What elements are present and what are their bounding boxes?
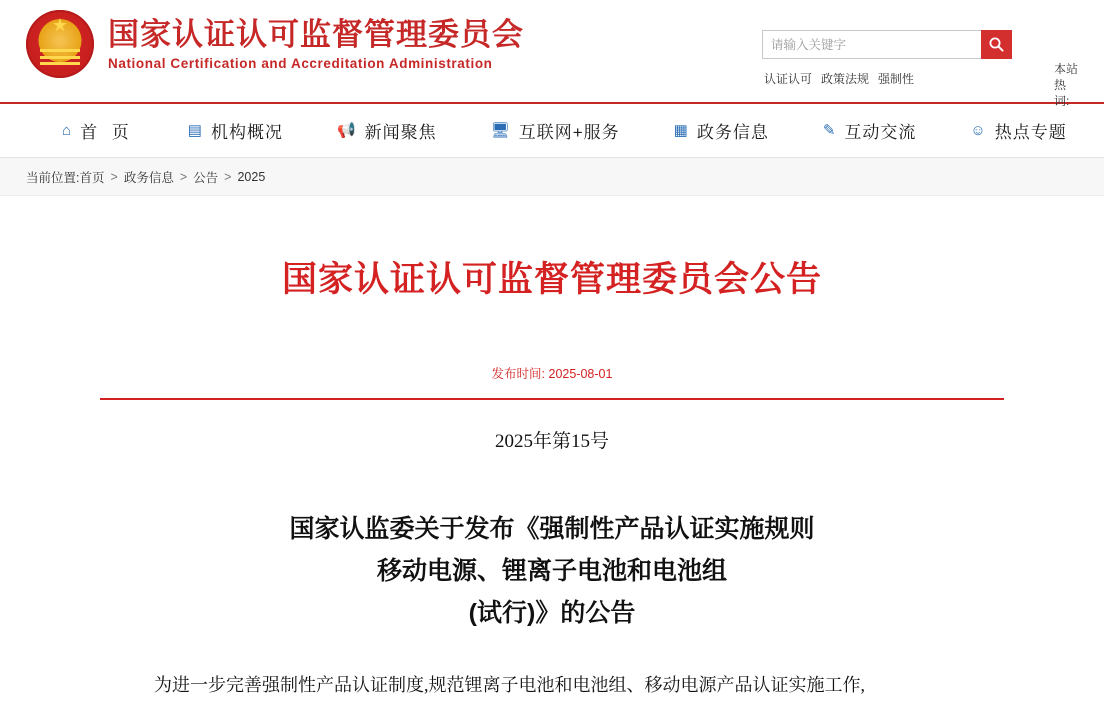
national-emblem-icon [26, 10, 94, 78]
nav-item-organization[interactable] [188, 118, 283, 143]
nav-item-label: 首 页 [80, 123, 134, 142]
document-heading-line: 国家认监委关于发布《强制性产品认证实施规则 [289, 515, 815, 543]
search-area [762, 30, 1079, 109]
publish-date: 2025-08-01 [548, 367, 613, 381]
breadcrumb-separator: > [224, 169, 232, 184]
breadcrumb-separator: > [179, 169, 188, 184]
document-heading [100, 508, 1004, 634]
breadcrumb-separator: > [110, 169, 118, 184]
document-icon: ▦ [673, 122, 688, 139]
page-title: 国家认证认可监督管理委员会公告 [281, 260, 822, 299]
nav-item-label: 政务信息 [696, 123, 769, 142]
breadcrumb-item-home[interactable]: 首页 [79, 170, 105, 185]
site-brand[interactable] [26, 10, 524, 78]
nav-item-interaction[interactable] [823, 118, 917, 143]
breadcrumb-item-announcement[interactable]: 公告 [193, 170, 219, 185]
site-header [0, 0, 1104, 109]
nav-item-label: 互联网+服务 [518, 123, 620, 142]
search-icon [988, 36, 1005, 53]
hot-word-item[interactable]: 强制性 [878, 72, 915, 86]
monitor-icon: 🖥 [490, 122, 510, 139]
search-button[interactable] [981, 30, 1012, 59]
home-icon: ⌂ [62, 122, 72, 139]
nav-item-internet-service[interactable] [491, 118, 620, 143]
search-input[interactable] [762, 30, 981, 59]
hot-word-item[interactable]: 政策法规 [821, 72, 870, 86]
nav-item-government-info[interactable] [674, 118, 769, 143]
nav-item-label: 互动交流 [844, 123, 917, 142]
breadcrumb-item-year[interactable]: 2025 [237, 169, 266, 184]
org-name-en: National Certification and Accreditation Administration [108, 56, 493, 72]
breadcrumb [0, 158, 1104, 196]
nav-item-label: 新闻聚焦 [364, 123, 437, 142]
document-heading-line: (试行)》的公告 [468, 599, 636, 627]
brand-text [108, 17, 524, 72]
breadcrumb-label: 当前位置: [26, 170, 80, 185]
document-heading-line: 移动电源、锂离子电池和电池组 [376, 557, 727, 585]
hot-word-item[interactable]: 认证认可 [764, 72, 813, 86]
smiley-icon: ☺ [970, 122, 986, 139]
publish-label: 发布时间: [491, 367, 546, 381]
breadcrumb-item-government-info[interactable]: 政务信息 [123, 170, 174, 185]
article [0, 252, 1104, 702]
document-number: 2025年第15号 [494, 431, 609, 452]
nav-item-home[interactable] [62, 118, 134, 143]
main-navigation [0, 104, 1104, 158]
search-box [762, 30, 1012, 59]
nav-item-news[interactable] [337, 118, 437, 143]
nav-item-label: 机构概况 [210, 123, 283, 142]
megaphone-icon: 📢 [336, 122, 356, 139]
document-body: 为进一步完善强制性产品认证制度,规范锂离子电池和电池组、移动电源产品认证实施工作, [154, 675, 865, 695]
list-icon: ▤ [187, 122, 202, 139]
divider [100, 398, 1004, 400]
publish-meta [100, 364, 1004, 382]
pencil-icon: ✎ [822, 122, 836, 139]
nav-item-hot-topics[interactable] [970, 118, 1066, 143]
org-name-cn: 国家认证认可监督管理委员会 [108, 16, 524, 52]
nav-item-label: 热点专题 [994, 123, 1067, 142]
hot-words-list [762, 70, 1012, 87]
hot-words-label: 本站热词: [1054, 62, 1079, 109]
